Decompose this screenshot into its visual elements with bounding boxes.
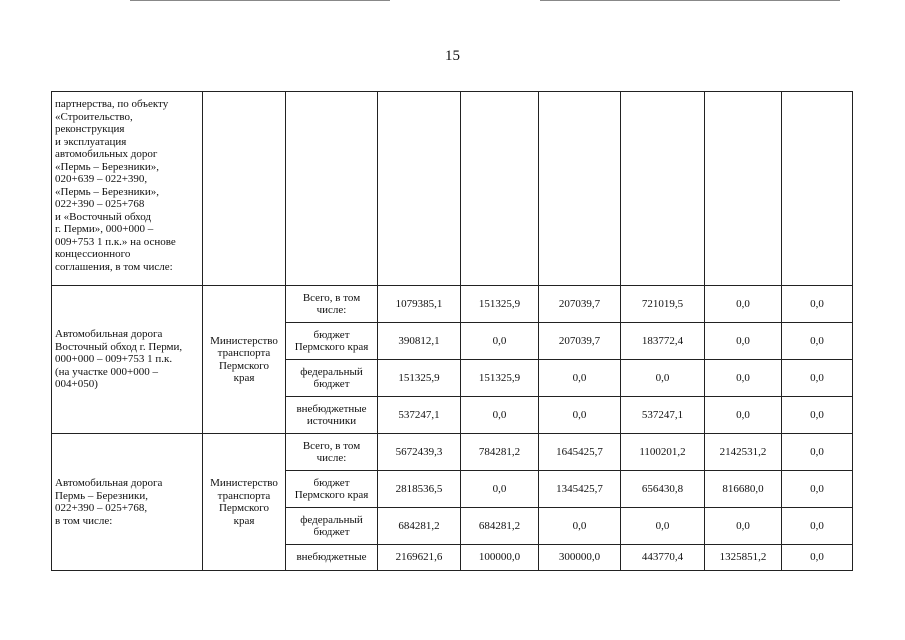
- table-row: [52, 434, 853, 471]
- value-cell: 183772,4: [621, 323, 705, 360]
- value-cell: 1645425,7: [539, 434, 621, 471]
- value-cell: 100000,0: [461, 545, 539, 571]
- value-cell: 656430,8: [621, 471, 705, 508]
- value-cell: 443770,4: [621, 545, 705, 571]
- value-cell: 0,0: [705, 360, 782, 397]
- object-name-cell: Автомобильная дорога Пермь – Березники, 022+390 – 025+768, в том числе:: [52, 434, 203, 571]
- empty-cell: [286, 92, 378, 286]
- value-cell: 5672439,3: [378, 434, 461, 471]
- table-row: [52, 286, 853, 323]
- responsible-org-cell: Министерство транспорта Пермского края: [203, 286, 286, 434]
- responsible-org-cell: Министерство транспорта Пермского края: [203, 434, 286, 571]
- value-cell: 537247,1: [378, 397, 461, 434]
- value-cell: 0,0: [782, 360, 853, 397]
- funding-source-cell: Всего, в том числе:: [286, 434, 378, 471]
- value-cell: 0,0: [621, 508, 705, 545]
- value-cell: 0,0: [539, 360, 621, 397]
- value-cell: 0,0: [782, 323, 853, 360]
- empty-cell: [782, 92, 853, 286]
- value-cell: 151325,9: [378, 360, 461, 397]
- value-cell: 0,0: [461, 471, 539, 508]
- empty-cell: [461, 92, 539, 286]
- value-cell: 1345425,7: [539, 471, 621, 508]
- continuation-row: [52, 92, 853, 286]
- value-cell: 784281,2: [461, 434, 539, 471]
- empty-cell: [203, 92, 286, 286]
- funding-source-cell: бюджет Пермского края: [286, 471, 378, 508]
- value-cell: 2169621,6: [378, 545, 461, 571]
- empty-cell: [539, 92, 621, 286]
- value-cell: 1079385,1: [378, 286, 461, 323]
- value-cell: 684281,2: [461, 508, 539, 545]
- object-description-cell: партнерства, по объекту «Строительство, реконструкция и эксплуатация автомобильных дорог «Пермь – Березники», 020+639 – 022+390, «Пермь – Березники», 022+390 – 025+768 и «Восточный обход г. Перми», 000+000 – 009+753 1 п.к.» на основе концессионного соглашения, в том числе:: [52, 92, 203, 286]
- empty-cell: [621, 92, 705, 286]
- funding-source-cell: внебюджетные: [286, 545, 378, 571]
- value-cell: 537247,1: [621, 397, 705, 434]
- value-cell: 207039,7: [539, 286, 621, 323]
- value-cell: 0,0: [539, 508, 621, 545]
- value-cell: 1325851,2: [705, 545, 782, 571]
- value-cell: 0,0: [705, 508, 782, 545]
- value-cell: 2818536,5: [378, 471, 461, 508]
- value-cell: 0,0: [782, 471, 853, 508]
- funding-source-cell: федеральный бюджет: [286, 508, 378, 545]
- value-cell: 0,0: [782, 508, 853, 545]
- value-cell: 390812,1: [378, 323, 461, 360]
- value-cell: 0,0: [782, 545, 853, 571]
- value-cell: 0,0: [461, 323, 539, 360]
- scan-top-edge: [130, 0, 390, 1]
- empty-cell: [705, 92, 782, 286]
- value-cell: 816680,0: [705, 471, 782, 508]
- page-number: 15: [445, 48, 460, 64]
- funding-source-cell: Всего, в том числе:: [286, 286, 378, 323]
- value-cell: 0,0: [539, 397, 621, 434]
- value-cell: 721019,5: [621, 286, 705, 323]
- value-cell: 0,0: [705, 286, 782, 323]
- value-cell: 151325,9: [461, 360, 539, 397]
- value-cell: 0,0: [782, 286, 853, 323]
- value-cell: 0,0: [621, 360, 705, 397]
- scan-top-edge: [540, 0, 840, 1]
- value-cell: 300000,0: [539, 545, 621, 571]
- value-cell: 1100201,2: [621, 434, 705, 471]
- value-cell: 0,0: [782, 397, 853, 434]
- funding-source-cell: бюджет Пермского края: [286, 323, 378, 360]
- value-cell: 0,0: [782, 434, 853, 471]
- value-cell: 0,0: [705, 397, 782, 434]
- value-cell: 151325,9: [461, 286, 539, 323]
- empty-cell: [378, 92, 461, 286]
- value-cell: 207039,7: [539, 323, 621, 360]
- value-cell: 0,0: [461, 397, 539, 434]
- budget-table: [51, 91, 853, 571]
- funding-source-cell: внебюджетные источники: [286, 397, 378, 434]
- value-cell: 684281,2: [378, 508, 461, 545]
- object-name-cell: Автомобильная дорога Восточный обход г. Перми, 000+000 – 009+753 1 п.к. (на участке 000+000 – 004+050): [52, 286, 203, 434]
- funding-source-cell: федеральный бюджет: [286, 360, 378, 397]
- value-cell: 0,0: [705, 323, 782, 360]
- value-cell: 2142531,2: [705, 434, 782, 471]
